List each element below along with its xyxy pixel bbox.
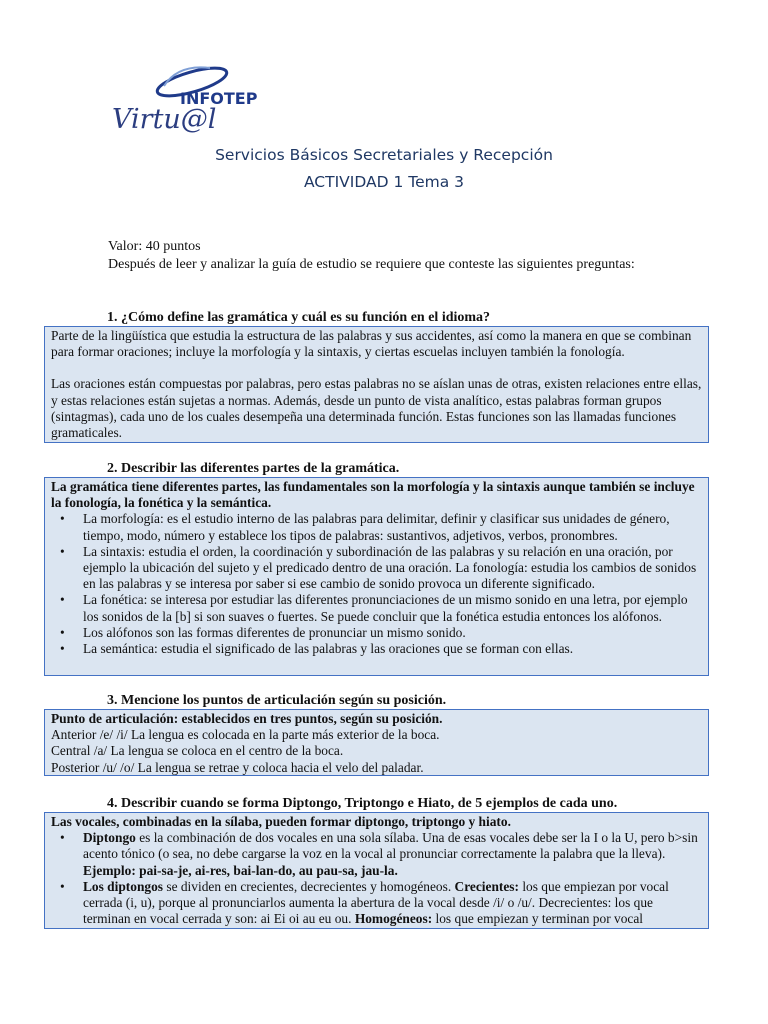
answer-box-3 <box>44 709 709 776</box>
document-subtitle: ACTIVIDAD 1 Tema 3 <box>303 173 465 191</box>
question-3: 3. Mencione los puntos de articulación según su posición. <box>107 693 447 708</box>
list-item <box>83 879 702 928</box>
list-item: • Los alófonos son las formas diferentes de pronunciar un mismo sonido. <box>83 625 702 641</box>
list-item: • La fonética: se interesa por estudiar las diferentes pronunciaciones de un mismo sonido en una letra, por ejemplo los sonidos de la [b] si son suaves o fuertes. Se puede concluir que la fonética estudia entonces los alófonos. <box>83 592 702 624</box>
logo-script: Virtu@l <box>112 104 217 135</box>
instruction-text: Después de leer y analizar la guía de estudio se requiere que conteste las siguientes preguntas: <box>108 257 635 272</box>
diptongo-example: Ejemplo: pai-sa-je, ai-res, bai-lan-do, au pau-sa, jau-la. <box>83 862 398 878</box>
grammar-parts-list <box>51 511 702 657</box>
list-item: • La morfología: es el estudio interno de las palabras para delimitar, definir y clasificar sus unidades de género, tiempo, modo, número y establece los tipos de palabras: sustantivos, adjetivos, verbos, pronombres. <box>83 511 702 543</box>
answer-1-paragraph-2: Las oraciones están compuestas por palabras, pero estas palabras no se aíslan unas de otras, existen relaciones entre ellas, y estas relaciones están sujetas a normas. Además, desde un punto de vista analítico, estas palabras forman grupos (sintagmas), cada uno de los cuales desempeña una determinada función. Estas funciones son las llamadas funciones gramaticales. <box>51 376 702 441</box>
term-diptongo: Diptongo <box>83 830 136 846</box>
valor-text: Valor: 40 puntos <box>108 239 201 254</box>
diptongos-text-2: los que empiezan por vocal cerrada (i, u), porque al pronunciarlos aumenta la abertura de la vocal desde /i/ o /u/. Decrecientes: los que terminan en vocal cerrada y son: ai Ei oi au eu ou. <box>83 878 669 927</box>
term-crecientes: Crecientes: <box>454 878 519 894</box>
answer-1-paragraph-1: Parte de la lingüística que estudia la estructura de las palabras y sus accidentes, así como la manera en que se combinan para formar oraciones; incluye la morfología y la sintaxis, y ciertas escuelas incluyen también la fonología. <box>51 328 692 360</box>
list-item: • La semántica: estudia el significado de las palabras y las oraciones que se forman con ellas. <box>83 641 702 657</box>
diptongo-text: es la combinación de dos vocales en una sola sílaba. Una de esas vocales debe ser la I o la U, pero b>sin acento tónico (o sea, no debe cargarse la voz en la vocal al pronunciar correctamente la palabra que la lleva). <box>83 830 698 862</box>
articulation-line: Anterior /e/ /i/ La lengua es colocada en la parte más exterior de la boca. <box>51 727 440 743</box>
answer-box-4 <box>44 812 709 929</box>
logo-wordmark: INFOTEP <box>180 89 258 108</box>
answer-4-lead: Las vocales, combinadas en la sílaba, pueden formar diptongo, triptongo y hiato. <box>51 814 511 829</box>
articulation-line: Central /a/ La lengua se coloca en el centro de la boca. <box>51 743 344 759</box>
term-diptongos: Los diptongos <box>83 878 164 894</box>
question-1: 1. ¿Cómo define las gramática y cuál es su función en el idioma? <box>107 310 491 325</box>
term-homogeneos: Homogéneos: <box>354 911 433 927</box>
document-title: Servicios Básicos Secretariales y Recepción <box>215 146 553 164</box>
answer-2-lead: La gramática tiene diferentes partes, las fundamentales son la morfología y la sintaxis aunque también se incluye la fonología, la fonética y la semántica. <box>51 479 695 511</box>
answer-box-2 <box>44 477 709 676</box>
list-item: • La sintaxis: estudia el orden, la coordinación y subordinación de las palabras y su relación en una oración, por ejemplo la ubicación del sujeto y el predicado dentro de una oración. La fonología: estudia los cambios de sonidos en las palabras y se interesa por saber si ese cambio de sonido provoca un diferente significado. <box>83 544 702 593</box>
infotep-virtual-logo <box>106 58 258 135</box>
question-4: 4. Describir cuando se forma Diptongo, Triptongo e Hiato, de 5 ejemplos de cada uno. <box>107 796 618 811</box>
diptongos-text-3: los que empiezan y terminan por vocal <box>432 911 644 927</box>
answer-box-1 <box>44 326 709 443</box>
diphthong-list <box>51 830 702 927</box>
diptongos-text-1: se dividen en crecientes, decrecientes y homogéneos. <box>163 878 455 894</box>
question-2: 2. Describir las diferentes partes de la gramática. <box>107 461 400 476</box>
answer-3-lead: Punto de articulación: establecidos en tres puntos, según su posición. <box>51 711 443 726</box>
articulation-line: Posterior /u/ /o/ La lengua se retrae y coloca hacia el velo del paladar. <box>51 759 424 775</box>
list-item <box>83 830 702 879</box>
